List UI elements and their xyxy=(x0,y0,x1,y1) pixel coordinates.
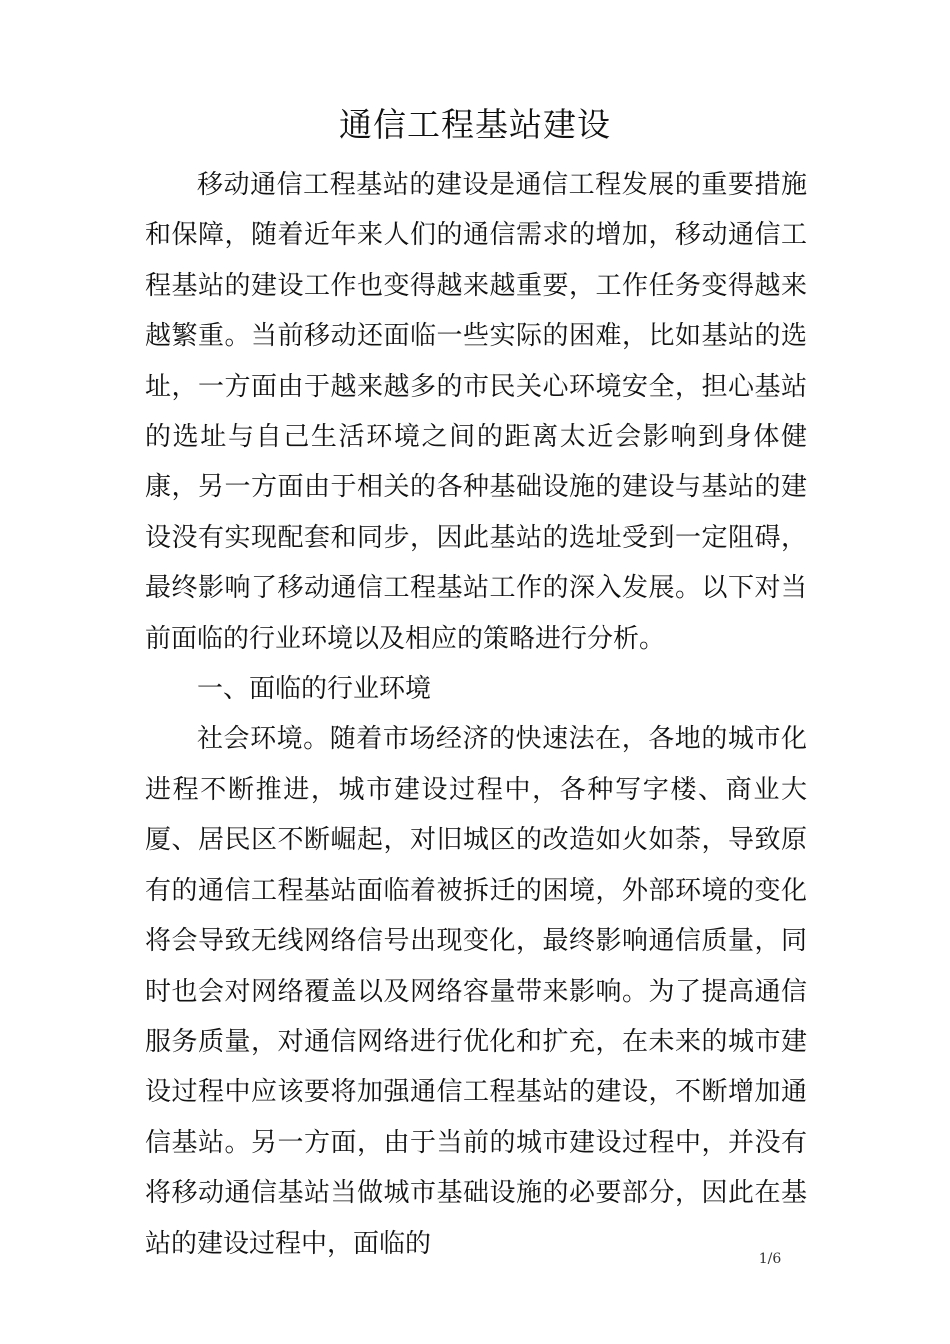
section-heading: 一、面临的行业环境 xyxy=(197,674,432,705)
document-body xyxy=(145,160,807,1269)
page-number: 1/6 xyxy=(758,1251,782,1267)
section-paragraph: 社会环境。随着市场经济的快速法在，各地的城市化进程不断推进，城市建设过程中，各种写字楼、商业大厦、居民区不断崛起，对旧城区的改造如火如荼，导致原有的通信工程基站面临着被拆迁的困境，外部环境的变化将会导致无线网络信号出现变化，最终影响通信质量，同时也会对网络覆盖以及网络容量带来影响。为了提高通信服务质量，对通信网络进行优化和扩充，在未来的城市建设过程中应该要将加强通信工程基站的建设，不断增加通信基站。另一方面，由于当前的城市建设过程中，并没有将移动通信基站当做城市基础设施的必要部分，因此在基站的建设过程中，面临的 xyxy=(145,724,807,1259)
intro-paragraph: 移动通信工程基站的建设是通信工程发展的重要措施和保障，随着近年来人们的通信需求的增加，移动通信工程基站的建设工作也变得越来越重要，工作任务变得越来越繁重。当前移动还面临一些实际的困难，比如基站的选址，一方面由于越来越多的市民关心环境安全，担心基站的选址与自己生活环境之间的距离太近会影响到身体健康，另一方面由于相关的各种基础设施的建设与基站的建设没有实现配套和同步，因此基站的选址受到一定阻碍，最终影响了移动通信工程基站工作的深入发展。以下对当前面临的行业环境以及相应的策略进行分析。 xyxy=(145,170,807,654)
document-title: 通信工程基站建设 xyxy=(339,105,611,144)
